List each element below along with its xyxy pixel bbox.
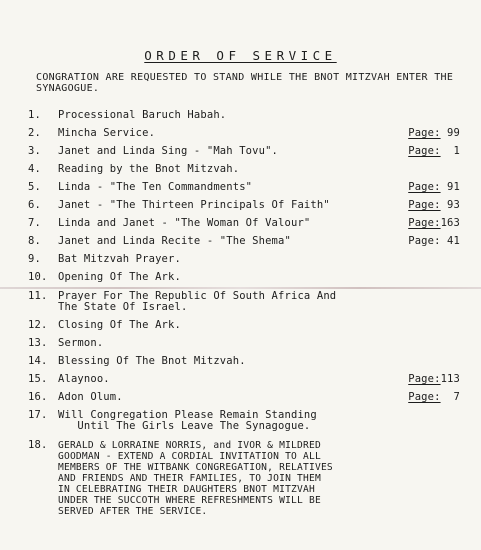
item-number: 1. (28, 109, 41, 121)
item-text: Linda and Janet - "The Woman Of Valour" (58, 217, 311, 229)
item-number: 18. (28, 439, 48, 451)
item-text: Janet - "The Thirteen Principals Of Faith" (58, 199, 330, 211)
item-text: Will Congregation Please Remain Standing Until The Girls Leave The Synagogue. (58, 409, 317, 432)
item-number: 15. (28, 373, 48, 385)
item-number: 9. (28, 253, 41, 265)
item-number: 8. (28, 235, 41, 247)
page-number: 91 (440, 181, 460, 193)
page-reference (408, 374, 460, 385)
item-text: Janet and Linda Recite - "The Shema" (58, 235, 291, 247)
page-reference (408, 392, 460, 403)
item-text: Closing Of The Ark. (58, 319, 181, 331)
intro-text: CONGRATION ARE REQUESTED TO STAND WHILE THE BNOT MITZVAH ENTER THE SYNAGOGUE. (36, 72, 460, 94)
item-number: 4. (28, 163, 41, 175)
item-text: Sermon. (58, 337, 104, 349)
page-label: Page: (408, 145, 441, 157)
item-number: 14. (28, 355, 48, 367)
page-label: Page: (408, 181, 441, 193)
item-number: 7. (28, 217, 41, 229)
item-text: Bat Mitzvah Prayer. (58, 253, 181, 265)
page-label: Page: (408, 199, 441, 211)
page-label: Page: (408, 391, 441, 403)
page-label: Page: (408, 127, 441, 139)
item-text: Adon Olum. (58, 391, 123, 403)
item-number: 6. (28, 199, 41, 211)
item-text: Janet and Linda Sing - "Mah Tovu". (58, 145, 279, 157)
page-number: 113 (440, 373, 460, 385)
item-number: 16. (28, 391, 48, 403)
item-number: 3. (28, 145, 41, 157)
page-number: 41 (440, 235, 460, 247)
page-reference (408, 146, 460, 157)
page-title: ORDER OF SERVICE (144, 48, 337, 63)
item-text: Prayer For The Republic Of South Africa And The State Of Israel. (58, 290, 337, 313)
page-label: Page: (408, 373, 441, 385)
item-text: Mincha Service. (58, 127, 156, 139)
item-text: Processional Baruch Habah. (58, 109, 227, 121)
item-text: Opening Of The Ark. (58, 271, 181, 283)
item-number: 13. (28, 337, 48, 349)
page-number: 7 (440, 391, 460, 403)
page-label: Page: (408, 217, 441, 229)
paper-fold-crease (0, 287, 481, 289)
page-reference (408, 200, 460, 211)
item-number: 11. (28, 290, 48, 302)
page-number: 93 (440, 199, 460, 211)
page-number: 163 (440, 217, 460, 229)
page-label: Page: (408, 235, 441, 247)
item-number: 17. (28, 409, 48, 421)
page-reference (408, 182, 460, 193)
page-number: 99 (440, 127, 460, 139)
page-reference (408, 128, 460, 139)
item-text: Reading by the Bnot Mitzvah. (58, 163, 240, 175)
item-number: 2. (28, 127, 41, 139)
item-number: 12. (28, 319, 48, 331)
page-reference (408, 218, 460, 229)
item-text: Linda - "The Ten Commandments" (58, 181, 253, 193)
item-text: Blessing Of The Bnot Mitzvah. (58, 355, 246, 367)
item-text: GERALD & LORRAINE NORRIS, and IVOR & MILDRED GOODMAN - EXTEND A CORDIAL INVITATION TO ALL MEMBERS OF THE WITBANK CONGREGATION, RELATIVES AND FRIENDS AND THEIR FAMILIES, TO JOIN THEM IN CELEBRATING THEIR DAUGHTERS BNOT MITZVAH UNDER THE SUCCOTH WHERE REFRESHMENTS WILL BE SERVED AFTER THE SERVICE. (58, 440, 333, 517)
page-number: 1 (440, 145, 460, 157)
item-number: 10. (28, 271, 48, 283)
item-number: 5. (28, 181, 41, 193)
item-text: Alaynoo. (58, 373, 110, 385)
page-reference (408, 236, 460, 247)
